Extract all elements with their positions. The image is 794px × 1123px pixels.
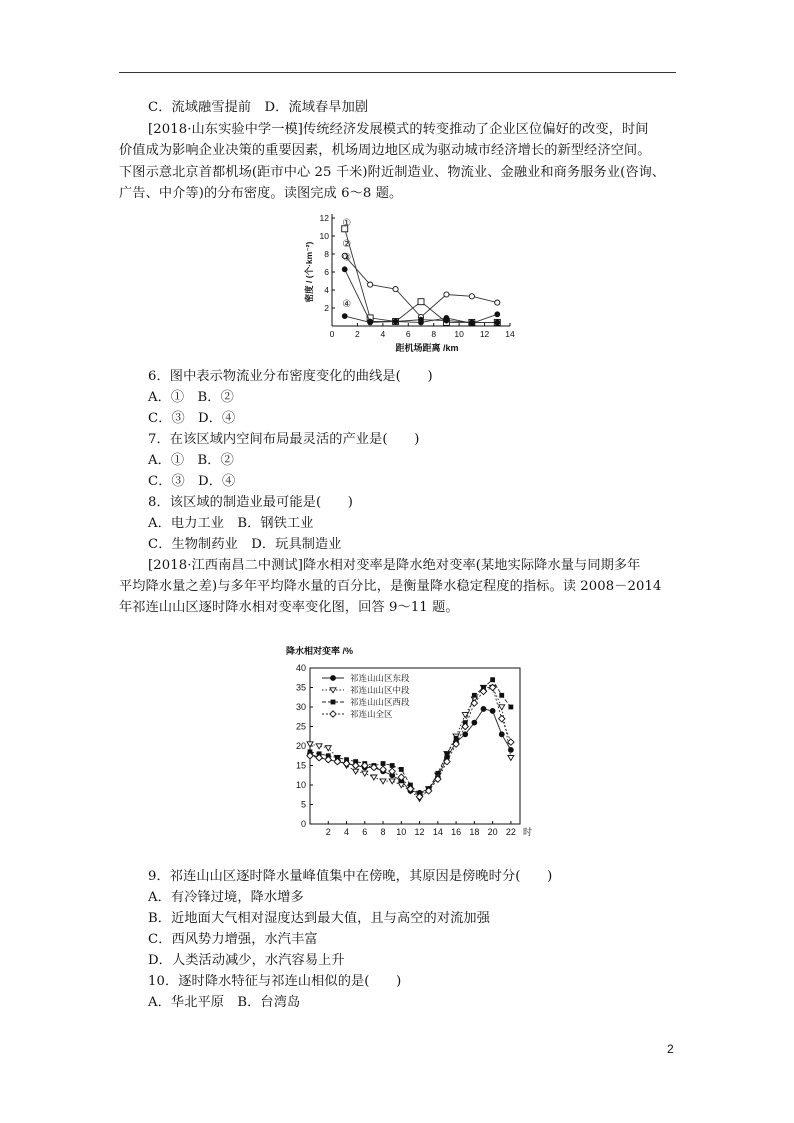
chart2-y-tick-label: 25 (295, 721, 306, 732)
question-9-option-d: D．人类活动减少，水汽容易上升 (148, 953, 345, 968)
chart2-point (390, 763, 395, 768)
chart2-legend-label: 祁连山山区西段 (350, 697, 410, 707)
chart1-point (393, 319, 398, 324)
chart1-point (419, 317, 424, 322)
chart2-x-tick-label: 4 (344, 827, 350, 837)
intro-1-line4: 广告、中介等)的分布密度。读图完成 6～8 题。 (119, 186, 403, 201)
chart1-x-axis-label: 距机场距离 /km (395, 343, 459, 353)
chart2-x-tick-label: 18 (469, 827, 480, 837)
intro-1-line3: 下图示意北京首都机场(距市中心 25 千米)附近制造业、物流业、金融业和商务服务业(咨询、 (119, 165, 666, 180)
chart1-y-tick-label: 6 (324, 267, 329, 277)
question-6-options-cd: C．③ D．④ (148, 411, 236, 426)
chart2-series-line (310, 709, 511, 793)
chart2-point (362, 771, 368, 776)
question-8-options-cd: C．生物制药业 D．玩具制造业 (148, 537, 342, 552)
chart2-series-line (310, 688, 511, 799)
chart2-legend-label: 祁连山全区 (350, 709, 393, 719)
chart2-point (435, 771, 440, 776)
chart2-point (499, 705, 505, 710)
chart2-legend-marker (330, 711, 336, 717)
chart2-series-line (310, 680, 511, 795)
chart2-x-tick-label: 22 (505, 827, 516, 837)
chart2-y-tick-label: 15 (295, 760, 306, 771)
question-6-options-ab: A．① B．② (148, 390, 234, 405)
chart2-x-tick-label: 10 (396, 827, 407, 837)
chart2-y-tick-label: 10 (295, 780, 306, 790)
intro-1-line1: [2018·山东实验中学一模]传统经济发展模式的转变推动了企业区位偏好的改变，时间 (148, 122, 649, 137)
chart2-y-tick-label: 35 (295, 682, 306, 693)
chart1-point (418, 299, 424, 305)
chart1-point (469, 294, 474, 299)
chart1-point (495, 312, 500, 317)
chart2-x-tick-label: 20 (487, 827, 498, 837)
chart1-point (444, 318, 449, 323)
chart2-legend-marker (330, 688, 336, 693)
question-10-options-ab: A．华北平原 B．台湾岛 (148, 995, 301, 1010)
chart2-point (381, 761, 386, 766)
intro-2-line3: 年祁连山山区逐时降水相对变率变化图，回答 9～11 题。 (119, 600, 459, 615)
chart2-legend-marker (331, 700, 336, 705)
chart2-point (399, 767, 404, 772)
chart2-x-axis-label: 时 (523, 827, 533, 837)
chart1-series-label: ④ (342, 299, 352, 311)
chart1-point (342, 314, 347, 319)
chart2-point (508, 739, 514, 745)
chart2-x-tick-label: 14 (432, 827, 443, 837)
chart2-x-tick-label: 12 (414, 827, 425, 837)
question-9: 9．祁连山山区逐时降水量峰值集中在傍晚，其原因是傍晚时分( ) (148, 869, 553, 884)
chart2-point (499, 716, 505, 722)
chart2-series-line (310, 688, 511, 797)
chart2-point (481, 707, 486, 712)
chart2-y-tick-label: 30 (295, 702, 306, 712)
chart1-y-tick-label: 4 (324, 285, 329, 295)
chart1-series-line (345, 229, 498, 323)
chart1-point (393, 287, 398, 292)
chart2-y-tick-label: 5 (300, 799, 306, 810)
chart1-series-label: ② (342, 238, 352, 250)
precip-variability-chart (284, 640, 534, 840)
chart2-legend-marker (331, 676, 336, 681)
chart2-point (508, 756, 514, 761)
question-8: 8．该区域的制造业最可能是( ) (148, 495, 354, 510)
chart2-x-tick-label: 2 (325, 827, 331, 837)
chart2-point (499, 732, 504, 737)
chart1-x-tick-label: 6 (405, 329, 411, 339)
chart1-y-tick-label: 2 (324, 303, 329, 313)
intro-1-line2: 价值成为影响企业决策的重要因素，机场周边地区成为驱动城市经济增长的新型经济空间。 (119, 143, 651, 158)
chart1-x-tick-label: 4 (380, 329, 386, 339)
chart1-point (469, 320, 474, 325)
chart1-point (368, 282, 373, 287)
chart1-x-tick-label: 14 (505, 329, 515, 339)
chart1-point (342, 267, 347, 272)
chart2-point (472, 693, 477, 698)
chart2-y-tick-label: 20 (295, 741, 306, 751)
chart2-legend-label: 祁连山山区中段 (350, 685, 410, 695)
chart2-point (454, 736, 459, 741)
chart1-x-tick-label: 0 (329, 329, 335, 339)
chart1-y-axis-label: 密度 / (个·km⁻²) (304, 241, 314, 303)
chart2-legend-label: 祁连山山区东段 (350, 673, 410, 683)
airport-density-chart (296, 206, 526, 356)
intro-2-line2: 平均降水量之差)与多年平均降水量的百分比，是衡量降水稳定程度的指标。读 2008－2014 (119, 579, 662, 594)
question-9-option-a: A．有冷锋过境，降水增多 (148, 890, 304, 905)
intro-2-line1: [2018·江西南昌二中测试]降水相对变率是降水绝对变率(某地实际降水量与同期多年 (148, 558, 641, 573)
chart2-point (490, 677, 495, 682)
chart2-x-tick-label: 6 (362, 827, 368, 837)
question-9-option-b: B．近地面大气相对湿度达到最大值，且与高空的对流加强 (148, 911, 490, 926)
question-7-options-cd: C．③ D．④ (148, 474, 236, 489)
chart1-x-tick-label: 10 (454, 329, 464, 339)
chart2-point (371, 775, 377, 780)
question-9-option-c: C．西风势力增强，水汽丰富 (148, 932, 318, 947)
chart2-point (490, 709, 495, 714)
chart1-point (495, 300, 500, 305)
chart2-frame (310, 668, 520, 824)
question-8-options-ab: A．电力工业 B．钢铁工业 (148, 516, 314, 531)
header-rule (119, 72, 676, 73)
chart2-plot (286, 645, 532, 837)
question-7-options-ab: A．① B．② (148, 453, 234, 468)
chart1-y-tick-label: 10 (319, 231, 329, 241)
chart1-series-label: ③ (342, 252, 352, 264)
chart2-x-tick-label: 8 (380, 827, 386, 837)
question-10: 10．逐时降水特征与祁连山相似的是( ) (148, 974, 402, 989)
question-6: 6．图中表示物流业分布密度变化的曲线是( ) (148, 369, 433, 384)
chart2-y-tick-label: 0 (300, 819, 306, 829)
chart1-x-tick-label: 12 (479, 329, 490, 339)
chart1-series-label: ① (342, 217, 352, 229)
chart1-x-tick-label: 2 (355, 329, 360, 339)
chart1-y-tick-label: 8 (324, 249, 329, 259)
chart2-point (499, 693, 504, 698)
chart2-y-tick-label: 40 (295, 663, 306, 673)
chart1-point (444, 292, 449, 297)
chart1-x-tick-label: 8 (431, 329, 437, 339)
chart1-y-tick-label: 12 (319, 213, 329, 223)
chart2-point (398, 783, 404, 788)
page-number: 2 (667, 1042, 674, 1056)
chart2-x-tick-label: 16 (451, 827, 462, 837)
option-line-cd-prev: C．流域融雪提前 D．流域春旱加剧 (148, 100, 369, 115)
chart1-point (368, 320, 373, 325)
chart2-title: 降水相对变率 /% (286, 646, 354, 656)
chart2-point (380, 779, 386, 784)
chart2-point (445, 751, 450, 756)
chart2-point (508, 705, 513, 710)
chart2-point (472, 720, 477, 725)
chart2-point (463, 732, 468, 737)
chart1-plot (304, 213, 515, 353)
question-7: 7．在该区域内空间布局最灵活的产业是( ) (148, 432, 420, 447)
chart1-point (495, 320, 500, 325)
